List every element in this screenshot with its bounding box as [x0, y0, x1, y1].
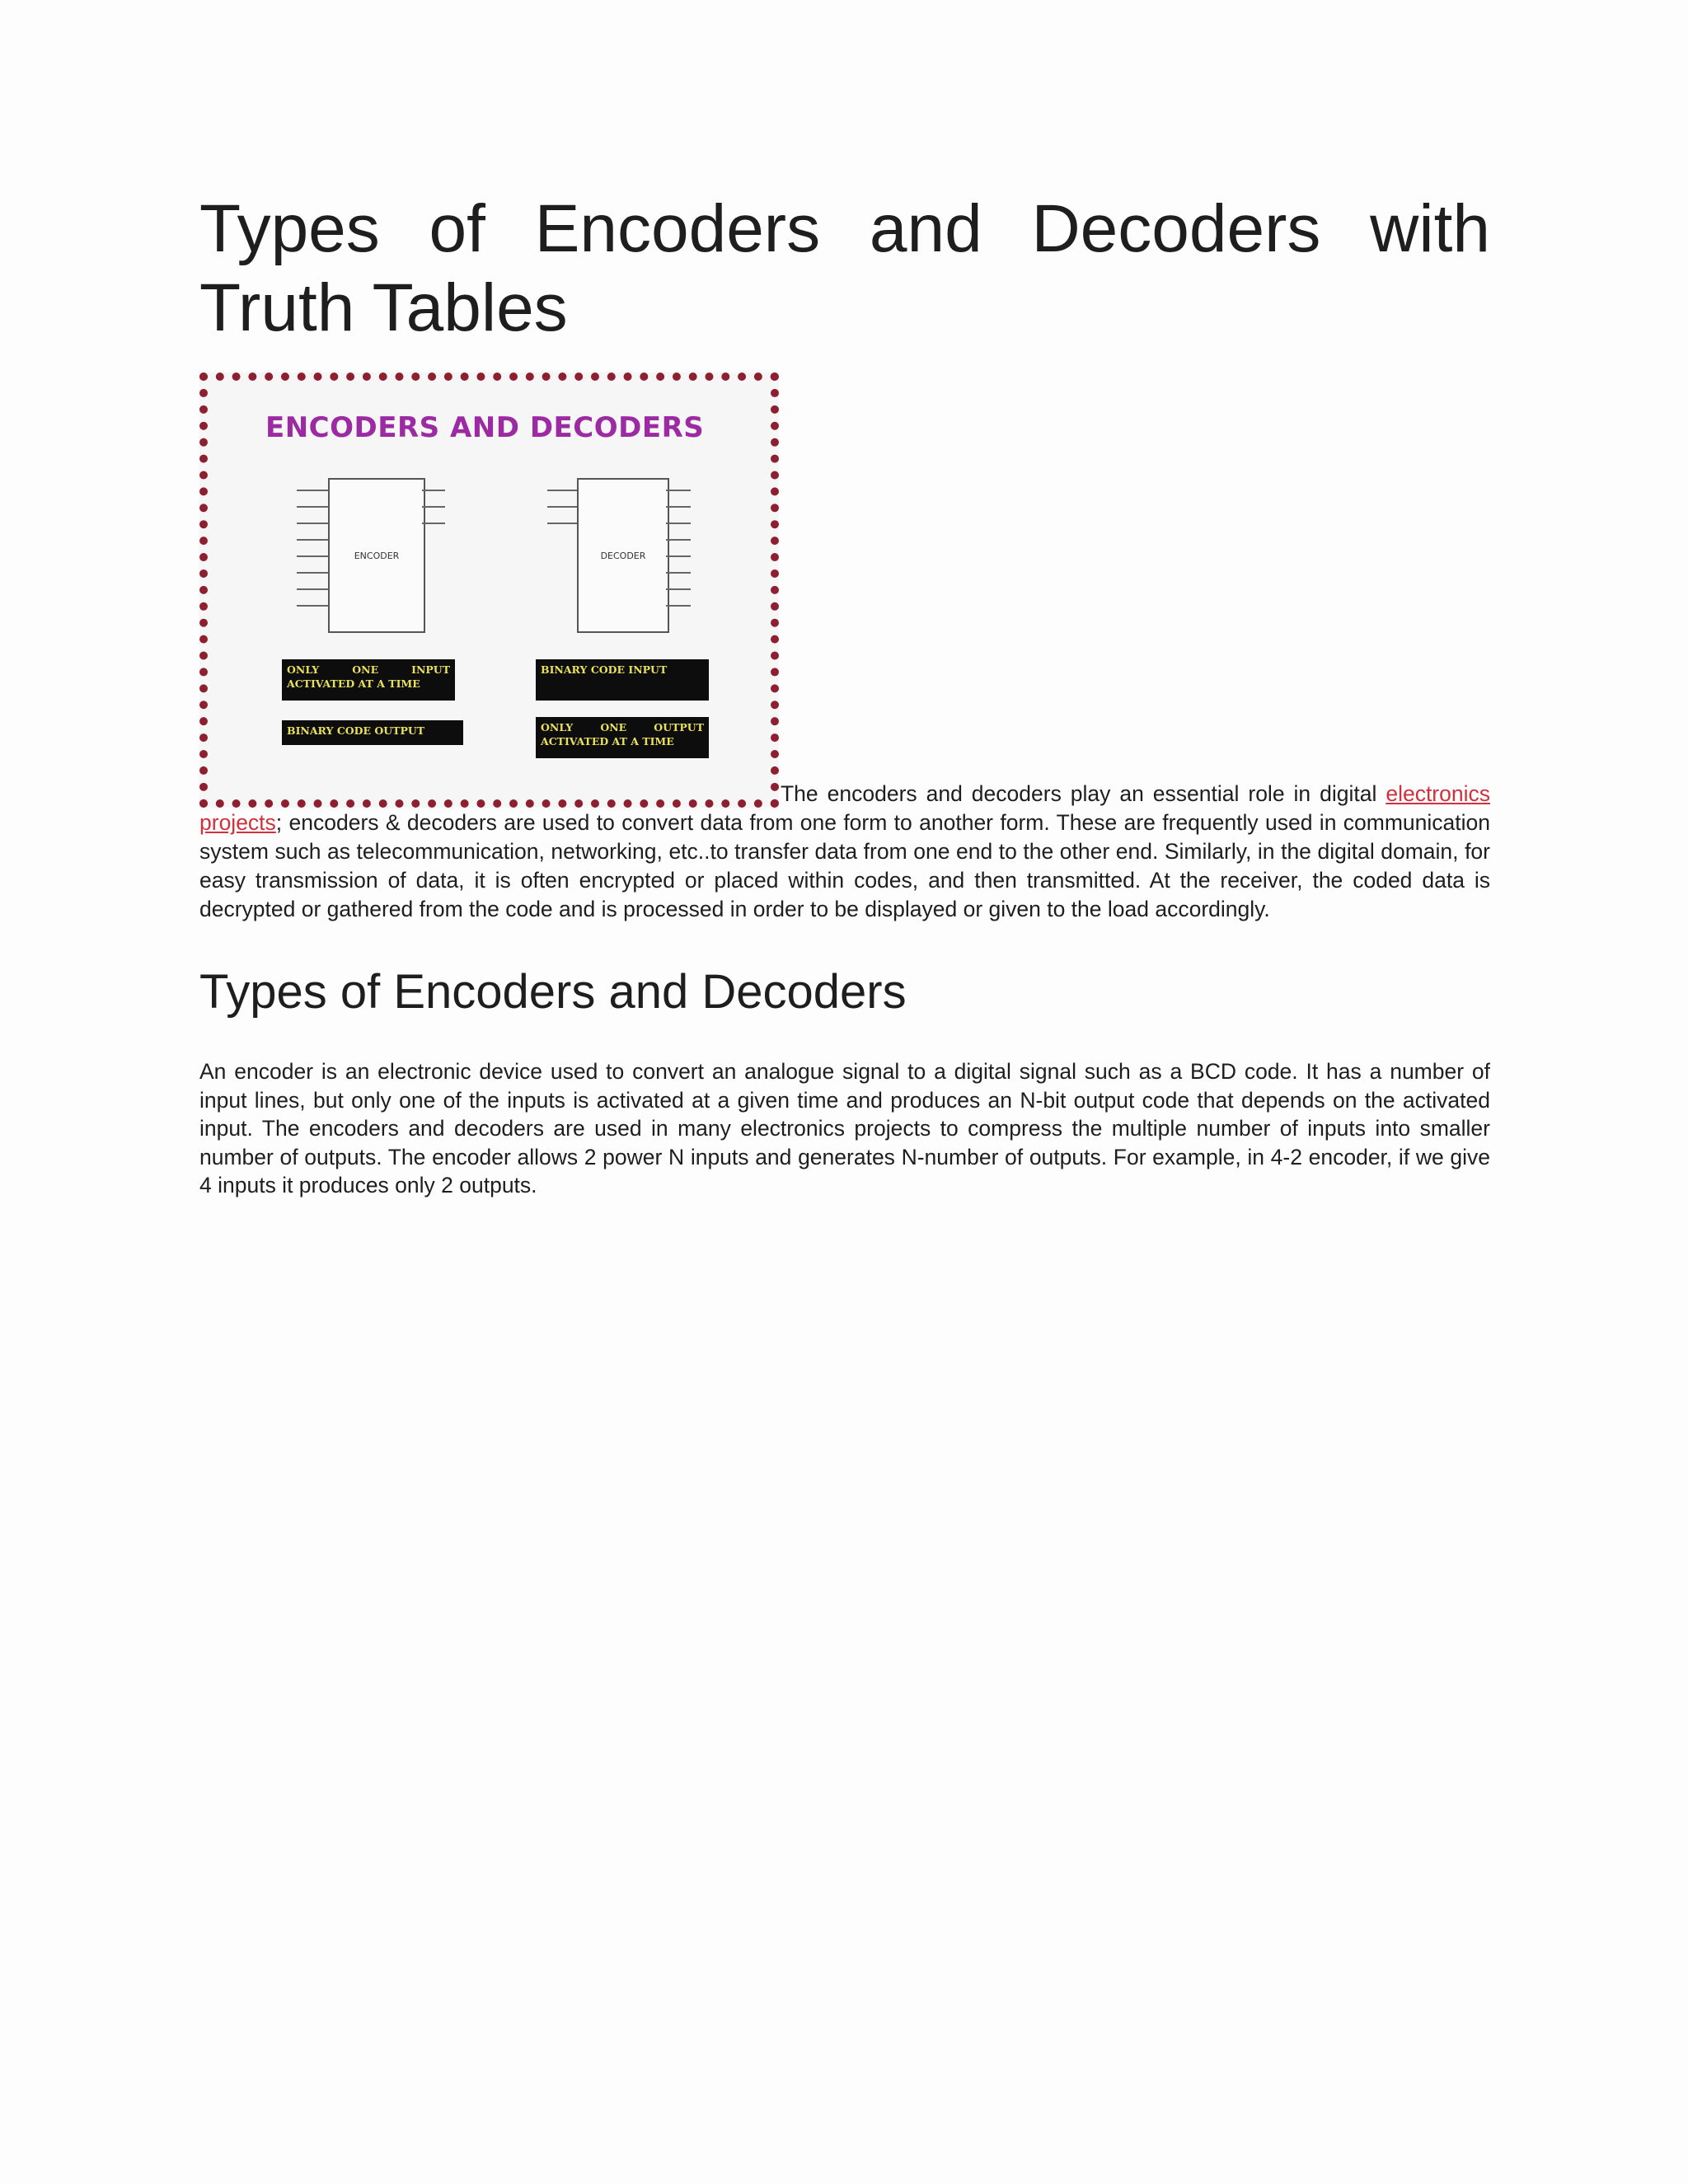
encoder-output-pin — [422, 506, 445, 508]
intro-rest-text: ; encoders & decoders are used to convert data from one form to another form. These are frequently used in communication system such as telecommunication, networking, etc..to transfer data from one end to the other end. Similarly, in the digital domain, for easy transmission of data, it is often encrypted or placed within codes, and then transmitted. At the receiver, the coded data is decrypted or gathered from the code and is processed in order to be displayed or given to the load accordingly. — [199, 810, 1490, 921]
decoder-block — [577, 478, 669, 633]
decoder-tag-output: ONLY ONE OUTPUT ACTIVATED AT A TIME — [536, 717, 709, 758]
decoder-output-pin — [666, 539, 691, 541]
decoder-output-pin — [666, 490, 691, 491]
encoder-output-pin — [422, 490, 445, 491]
encoder-tag-input: ONLY ONE INPUT ACTIVATED AT A TIME — [282, 659, 455, 701]
decoder-input-pin — [547, 506, 577, 508]
encoder-tag-output: BINARY CODE OUTPUT — [282, 720, 463, 745]
decoder-block-label: DECODER — [600, 550, 646, 561]
encoder-block — [328, 478, 425, 633]
decoder-tag-input: BINARY CODE INPUT — [536, 659, 709, 701]
encoder-input-pin — [297, 490, 328, 491]
decoder-output-pin — [666, 523, 691, 524]
decoder-output-pin — [666, 605, 691, 607]
decoder-input-pin — [547, 490, 577, 491]
encoder-input-pin — [297, 555, 328, 557]
figure-heading: ENCODERS AND DECODERS — [265, 411, 705, 444]
section-heading: Types of Encoders and Decoders — [199, 965, 907, 1019]
decoder-output-pin — [666, 555, 691, 557]
encoder-block-label: ENCODER — [354, 550, 400, 561]
decoder-output-pin — [666, 588, 691, 590]
decoder-output-pin — [666, 506, 691, 508]
encoder-output-pin — [422, 523, 445, 524]
encoders-decoders-figure — [199, 373, 779, 808]
encoder-input-pin — [297, 588, 328, 590]
section-paragraph: An encoder is an electronic device used to convert an analogue signal to a digital signal such as a BCD code. It has a number of input lines, but only one of the inputs is activated at a given time and produces an N-bit output code that depends on the activated input. The encoders and decoders are used in many electronics projects to compress the multiple number of inputs into smaller number of outputs. The encoder allows 2 power N inputs and generates N-number of outputs. For example, in 4-2 encoder, if we give 4 inputs it produces only 2 outputs. — [199, 1059, 1490, 1197]
article — [199, 190, 1490, 1200]
encoder-input-pin — [297, 539, 328, 541]
encoder-input-pin — [297, 572, 328, 574]
decoder-input-pin — [547, 523, 577, 524]
encoder-input-pin — [297, 506, 328, 508]
encoder-input-pin — [297, 523, 328, 524]
intro-lead-text: The encoders and decoders play an essential role in digital — [781, 781, 1386, 806]
electronics-projects-link[interactable]: electronics projects — [199, 781, 1490, 835]
decoder-output-pin — [666, 572, 691, 574]
page-title: Types of Encoders and Decoders with Truth Tables — [199, 191, 1490, 345]
encoder-input-pin — [297, 605, 328, 607]
intro-paragraph — [199, 373, 1490, 924]
